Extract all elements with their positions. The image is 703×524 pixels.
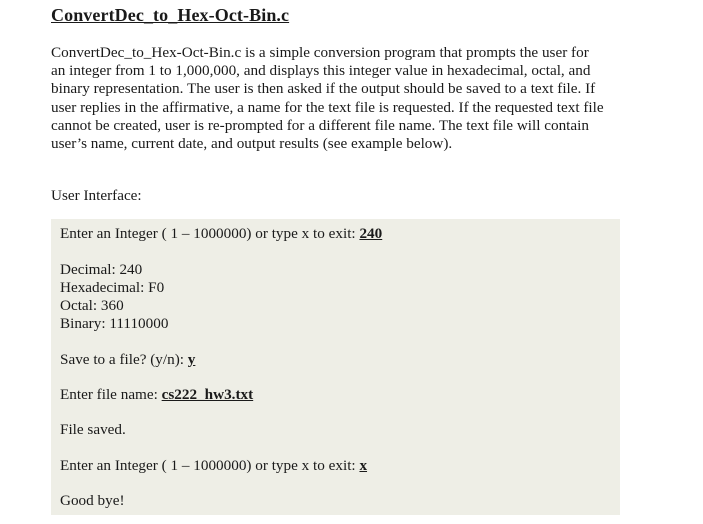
exit-prompt-text: Enter an Integer ( 1 – 1000000) or type x to exit: xyxy=(60,457,360,474)
binary-output: Binary: 11110000 xyxy=(60,315,169,332)
save-input-value: y xyxy=(187,351,196,368)
program-description: ConvertDec_to_Hex-Oct-Bin.c is a simple conversion program that prompts the user for an integer from 1 to 1,000,000, and displays this integer value in hexadecimal, octal, and binary representation. The user is then asked if the output should be saved to a text file. If user replies in the affirmative, a name for the text file is requested. If the requested text file cannot be created, user is re-prompted for a different file name. The text file will contain user’s name, current date, and output results (see example below). xyxy=(51,44,604,153)
save-prompt-text: Save to a file? (y/n): xyxy=(60,351,188,368)
decimal-output: Decimal: 240 xyxy=(60,261,143,278)
integer-input-value: 240 xyxy=(359,225,383,242)
filename-prompt-text: Enter file name: xyxy=(60,386,162,403)
integer-prompt-line xyxy=(60,225,382,243)
octal-output: Octal: 360 xyxy=(60,297,124,314)
goodbye-output: Good bye! xyxy=(60,492,125,509)
user-interface-label: User Interface: xyxy=(51,187,142,204)
save-prompt-line xyxy=(60,351,195,369)
hexadecimal-output: Hexadecimal: F0 xyxy=(60,279,165,296)
filename-prompt-line xyxy=(60,386,253,404)
file-saved-output: File saved. xyxy=(60,421,126,438)
filename-input-value: cs222_hw3.txt xyxy=(161,386,254,403)
exit-input-value: x xyxy=(359,457,368,474)
integer-prompt-text: Enter an Integer ( 1 – 1000000) or type x to exit: xyxy=(60,225,360,242)
console-example xyxy=(51,219,620,515)
document-title: ConvertDec_to_Hex-Oct-Bin.c xyxy=(51,5,290,25)
exit-prompt-line xyxy=(60,457,367,475)
